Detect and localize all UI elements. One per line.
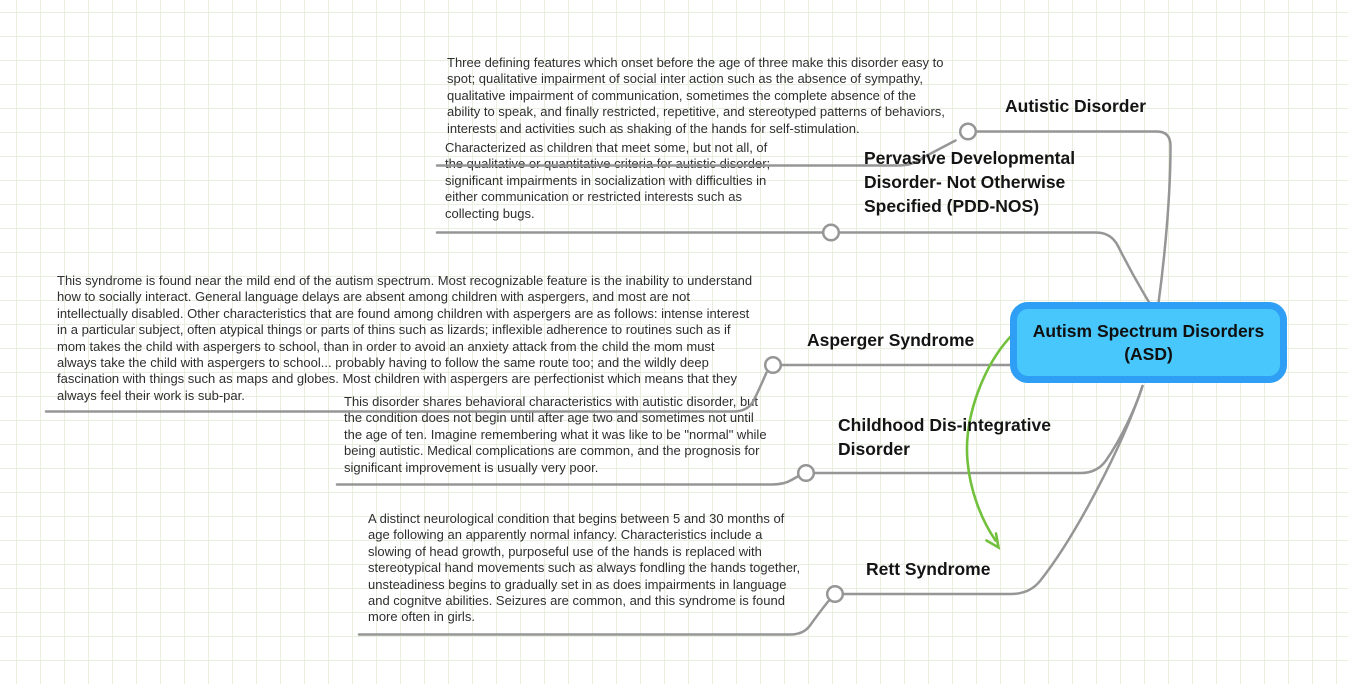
branch-connector-autistic[interactable]: [960, 124, 976, 140]
branch-connector-childhood[interactable]: [798, 465, 814, 481]
branch-description-childhood-disintegrative[interactable]: This disorder shares behavioral characteristics with autistic disorder, but the condition does not begin until after age two and sometimes not until the age of ten. Imagine remembering what it was like to be "normal" while being autistic. Medical complications are common, and the prognosis for significant improvement is usually very poor.: [344, 394, 767, 475]
branch-label-asperger-syndrome[interactable]: Asperger Syndrome: [807, 330, 975, 350]
branch-label-rett-syndrome[interactable]: Rett Syndrome: [866, 559, 991, 579]
branch-line-childhood-child: [337, 476, 800, 485]
branch-line-asperger-child: [46, 373, 767, 412]
branch-connector-asperger[interactable]: [765, 357, 781, 373]
branch-line-pdd-nos: [437, 233, 1150, 304]
branch-line-rett-child: [359, 601, 829, 635]
root-node-label: Autism Spectrum Disorders (ASD): [1032, 320, 1265, 364]
branch-description-autistic-disorder[interactable]: Three defining features which onset before the age of three make this disorder easy to spot; qualitative impairment of social inter action such as the absence of sympathy, qualitative impairment of communication, sometimes the complete absence of the ability to speak, and finally restricted, repetitive, and stereotyped patterns of behaviors, interests and activities such as shaking of the hands for self-stimulation.: [447, 55, 945, 136]
branch-label-autistic-disorder[interactable]: Autistic Disorder: [1005, 96, 1146, 116]
branch-label-childhood-disintegrative[interactable]: Childhood Dis-integrative Disorder: [838, 415, 1051, 459]
branch-connector-pdd-nos[interactable]: [823, 225, 839, 241]
branch-label-pdd-nos[interactable]: Pervasive Developmental Disorder- Not Otherwise Specified (PDD-NOS): [864, 148, 1076, 216]
branch-description-pdd-nos[interactable]: Characterized as children that meet some, but not all, of the qualitative or quantitative criteria for autistic disorder; significant impairments in socialization with difficulties in either communication or restricted interests such as collecting bugs.: [445, 140, 771, 221]
branch-description-rett-syndrome[interactable]: A distinct neurological condition that begins between 5 and 30 months of age following an apparently normal infancy. Characteristics include a slowing of head growth, purposeful use of the hands is replaced with stereotypical hand movements such as always fondling the hands together, unsteadiness begins to gradually set in as does impairments in language and cognitve abilities. Seizures are common, and this syndrome is found more often in girls.: [368, 511, 801, 625]
branch-description-asperger-syndrome[interactable]: This syndrome is found near the mild end of the autism spectrum. Most recognizable feature is the inability to understand how to socially interact. General language delays are absent among children with aspergers, and most are not intellectually disabled. Other characteristics that are found among children with aspergers are as follows: intense interest in a particular subject, often atypical things or parts of thins such as lizards; inflexible adherence to routines such as if mom takes the child with aspergers to school, than in order to avoid an anxiety attack from the child the mom must always take the child with aspergers to school... probably having to follow the same route too; and the wildly deep fascination with things such as maps and globes. Most children with aspergers are perfectionist which means that they always feel their work is sub-par.: [57, 273, 753, 403]
branch-connector-rett[interactable]: [827, 586, 843, 602]
root-node[interactable]: [1010, 302, 1287, 383]
